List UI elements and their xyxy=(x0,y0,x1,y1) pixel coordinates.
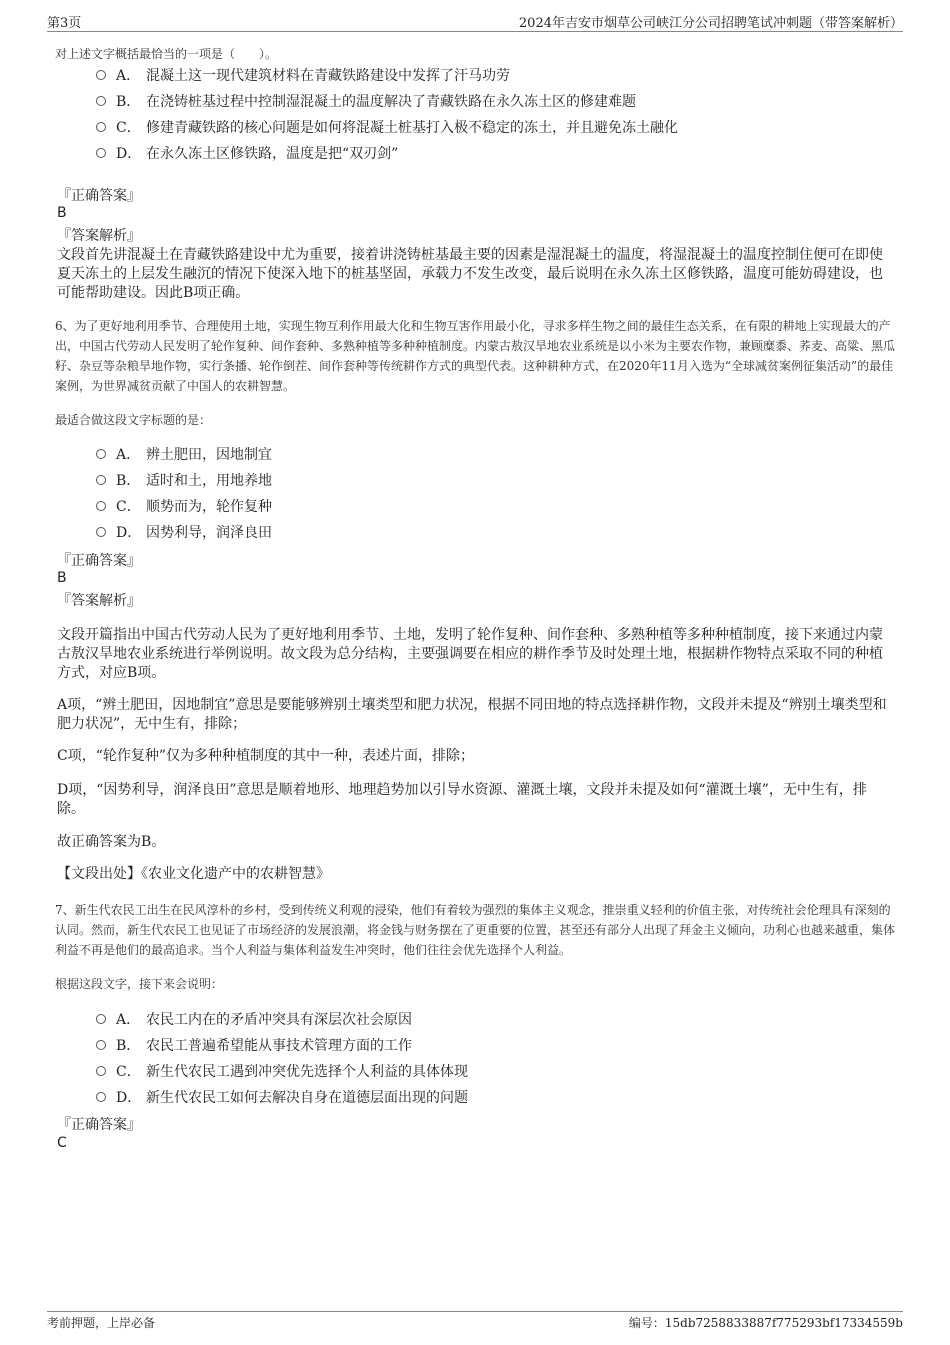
q6-analysis-paragraph: 故正确答案为B。 xyxy=(57,834,166,850)
radio-icon[interactable] xyxy=(96,70,106,80)
q7-option-d[interactable]: D． 新生代农民工如何去解决自身在道德层面出现的问题 xyxy=(96,1086,468,1110)
q7-answer: C xyxy=(57,1135,67,1151)
radio-icon[interactable] xyxy=(96,122,106,132)
q5-stem: 对上述文字概括最恰当的一项是（ ）。 xyxy=(55,47,278,61)
q7-stem: 根据这段文字，接下来会说明： xyxy=(55,977,224,991)
q6-answer-label: 『正确答案』 xyxy=(57,553,141,569)
q6-option-d[interactable]: D． 因势利导，润泽良田 xyxy=(96,521,272,545)
q7-answer-label: 『正确答案』 xyxy=(57,1117,141,1133)
radio-icon[interactable] xyxy=(96,1092,106,1102)
footer-divider xyxy=(47,1311,903,1312)
q7-option-b[interactable]: B． 农民工普遍希望能从事技术管理方面的工作 xyxy=(96,1034,412,1058)
q5-option-c[interactable]: C． 修建青藏铁路的核心问题是如何将混凝土桩基打入极不稳定的冻土，并且避免冻土融化 xyxy=(96,116,678,140)
q5-answer-label: 『正确答案』 xyxy=(57,188,141,204)
header-divider xyxy=(47,31,903,32)
q5-answer: B xyxy=(57,205,67,221)
radio-icon[interactable] xyxy=(96,501,106,511)
radio-icon[interactable] xyxy=(96,449,106,459)
q5-option-b[interactable]: B． 在浇铸桩基过程中控制湿混凝土的温度解决了青藏铁路在永久冻土区的修建难题 xyxy=(96,90,636,114)
q6-option-b[interactable]: B． 适时和土，用地养地 xyxy=(96,469,272,493)
radio-icon[interactable] xyxy=(96,1066,106,1076)
q7-passage: 7、新生代农民工出生在民风淳朴的乡村，受到传统义利观的浸染，他们有着较为强烈的集体主义观念，推崇重义轻利的价值主张，对传统社会伦理具有深刻的认同。然而，新生代农民工也见证了市场经济的发展浪潮，将金钱与财务摆在了更重要的位置，甚至还有部分人出现了拜金主义倾向，功利心也越来越重，集体利益不再是他们的最高追求。当个人利益与集体利益发生冲突时，他们往往会优先选择个人利益。 xyxy=(55,903,896,957)
q6-source: 【文段出处】《农业文化遗产中的农耕智慧》 xyxy=(57,866,330,882)
q6-stem: 最适合做这段文字标题的是： xyxy=(55,413,212,427)
q5-option-d[interactable]: D． 在永久冻土区修铁路，温度是把“双刃剑” xyxy=(96,142,398,166)
footer-slogan: 考前押题，上岸必备 xyxy=(47,1316,156,1330)
q5-option-a[interactable]: A． 混凝土这一现代建筑材料在青藏铁路建设中发挥了汗马功劳 xyxy=(96,64,510,88)
radio-icon[interactable] xyxy=(96,1040,106,1050)
q6-analysis-paragraph: A项，“辨土肥田，因地制宜”意思是要能够辨别土壤类型和肥力状况，根据不同田地的特点选择耕作物，文段并未提及“辨别土壤类型和肥力状况”，无中生有，排除； xyxy=(57,697,887,732)
radio-icon[interactable] xyxy=(96,475,106,485)
radio-icon[interactable] xyxy=(96,527,106,537)
document-title: 2024年吉安市烟草公司峡江分公司招聘笔试冲刺题（带答案解析） xyxy=(518,16,903,31)
q6-passage: 6、为了更好地利用季节、合理使用土地，实现生物互利作用最大化和生物互害作用最小化，寻求多样生物之间的最佳生态关系，在有限的耕地上实现最大的产出，中国古代劳动人民发明了轮作复种、间作套种、多熟种植等多种种植制度。内蒙古敖汉旱地农业系统是以小米为主要农作物，兼顾糜黍、荞麦、高粱、黑瓜籽、杂豆等杂粮旱地作物，实行条播、轮作倒茬、间作套种等传统耕作方式的典型代表。这种耕种方式，在2020年11月入选为“全球减贫案例征集活动”的最佳案例，为世界减贫贡献了中国人的农耕智慧。 xyxy=(55,319,896,393)
q7-option-c[interactable]: C． 新生代农民工遇到冲突优先选择个人利益的具体体现 xyxy=(96,1060,468,1084)
q6-option-c[interactable]: C． 顺势而为，轮作复种 xyxy=(96,495,272,519)
q6-answer: B xyxy=(57,570,67,586)
q6-analysis-label: 『答案解析』 xyxy=(57,593,141,609)
q6-analysis-paragraph: D项，“因势利导，润泽良田”意思是顺着地形、地理趋势加以引导水资源、灌溉土壤，文段并未提及如何“灌溉土壤”，无中生有，排除。 xyxy=(57,782,867,817)
page-number: 第3页 xyxy=(47,16,82,31)
q6-option-a[interactable]: A． 辨土肥田，因地制宜 xyxy=(96,443,272,467)
radio-icon[interactable] xyxy=(96,1014,106,1024)
q5-analysis: 文段首先讲混凝土在青藏铁路建设中尤为重要，接着讲浇铸桩基最主要的因素是湿混凝土的温度，将湿混凝土的温度控制住便可在即使夏天冻土的上层发生融沉的情况下使深入地下的桩基坚固，承载力不发生改变，最后说明在永久冻土区修铁路，温度可能妨碍建设，也可能帮助建设。因此B项正确。 xyxy=(57,247,883,301)
q5-analysis-label: 『答案解析』 xyxy=(57,228,141,244)
radio-icon[interactable] xyxy=(96,96,106,106)
radio-icon[interactable] xyxy=(96,148,106,158)
document-id: 编号：15db7258833887f775293bf17334559b xyxy=(628,1316,903,1330)
q6-analysis-paragraph: C项，“轮作复种”仅为多种种植制度的其中一种，表述片面，排除； xyxy=(57,748,475,764)
q6-analysis-paragraph: 文段开篇指出中国古代劳动人民为了更好地利用季节、土地，发明了轮作复种、间作套种、多熟种植等多种种植制度，接下来通过内蒙古敖汉旱地农业系统进行举例说明。故文段为总分结构，主要强调要在相应的耕作季节及时处理土地，根据耕作物特点采取不同的种植方式，对应B项。 xyxy=(57,627,883,681)
q7-option-a[interactable]: A． 农民工内在的矛盾冲突具有深层次社会原因 xyxy=(96,1008,412,1032)
